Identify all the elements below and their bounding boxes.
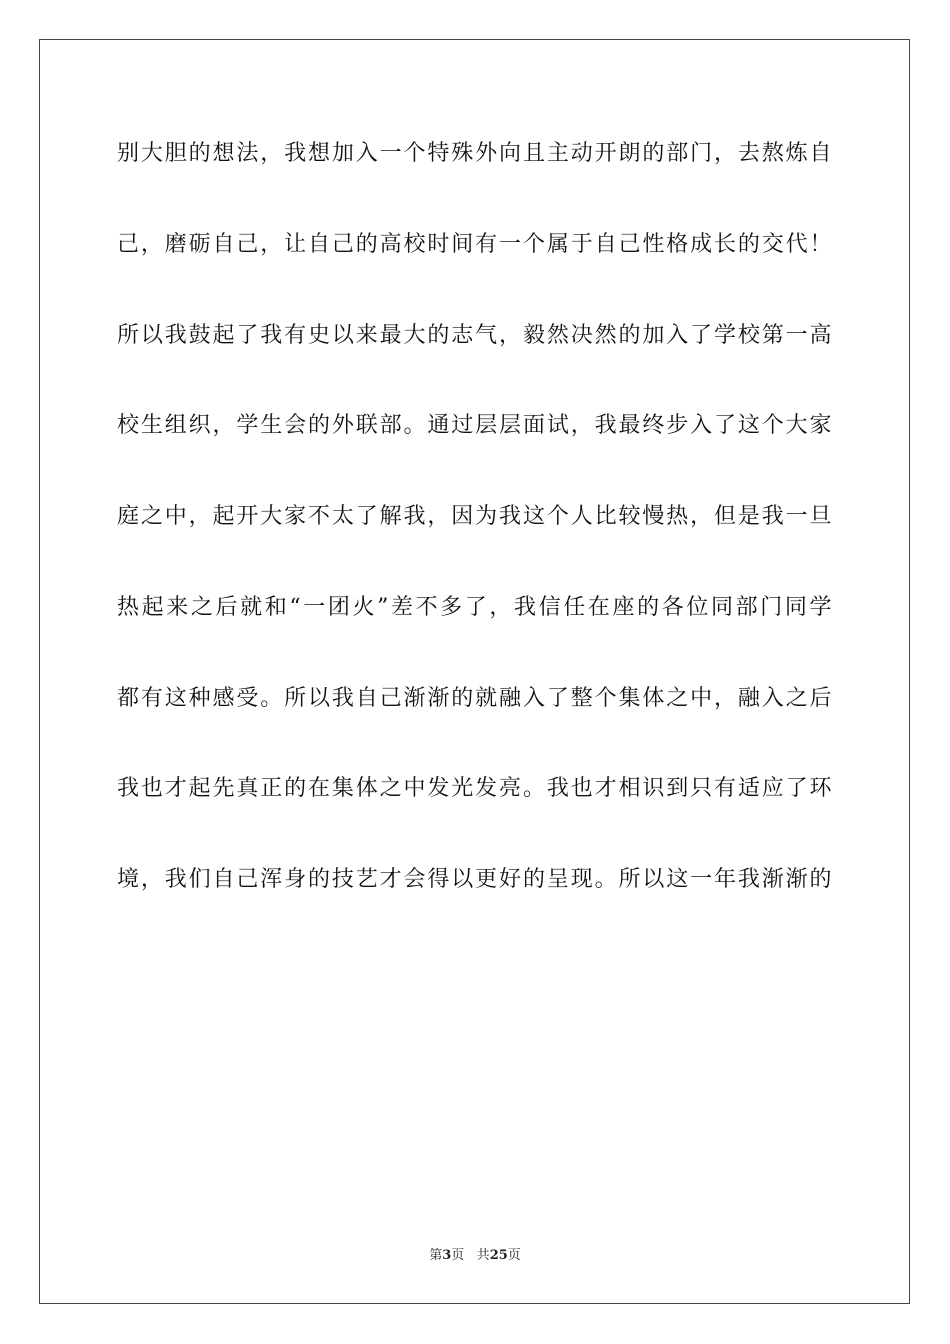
text-line: 境，我们自己浑身的技艺才会得以更好的呈现。所以这一年我渐渐的 bbox=[117, 867, 833, 892]
text-line: 校生组织，学生会的外联部。通过层层面试，我最终步入了这个大家 bbox=[117, 413, 833, 439]
text-line: 我也才起先真正的在集体之中发光发亮。我也才相识到只有适应了环 bbox=[117, 776, 833, 802]
page-number: 3 bbox=[442, 1248, 452, 1263]
text-line: 所以我鼓起了我有史以来最大的志气，毅然决然的加入了学校第一高 bbox=[117, 322, 833, 348]
text-line: 己，磨砺自己，让自己的高校时间有一个属于自己性格成长的交代！ bbox=[117, 231, 833, 257]
total-suffix: 页 bbox=[507, 1248, 521, 1263]
page-prefix: 第 bbox=[429, 1248, 443, 1263]
total-prefix: 共 bbox=[476, 1248, 490, 1263]
text-line: 都有这种感受。所以我自己渐渐的就融入了整个集体之中，融入之后 bbox=[117, 685, 833, 711]
text-line: 庭之中，起开大家不太了解我，因为我这个人比较慢热，但是我一旦 bbox=[117, 504, 833, 529]
page-footer bbox=[0, 1247, 950, 1265]
document-body bbox=[117, 118, 833, 935]
text-line: 别大胆的想法，我想加入一个特殊外向且主动开朗的部门，去熬炼自 bbox=[117, 141, 833, 166]
total-pages: 25 bbox=[489, 1248, 508, 1263]
text-line: 热起来之后就和“一团火”差不多了，我信任在座的各位同部门同学 bbox=[117, 594, 833, 620]
page-suffix: 页 bbox=[451, 1248, 465, 1263]
